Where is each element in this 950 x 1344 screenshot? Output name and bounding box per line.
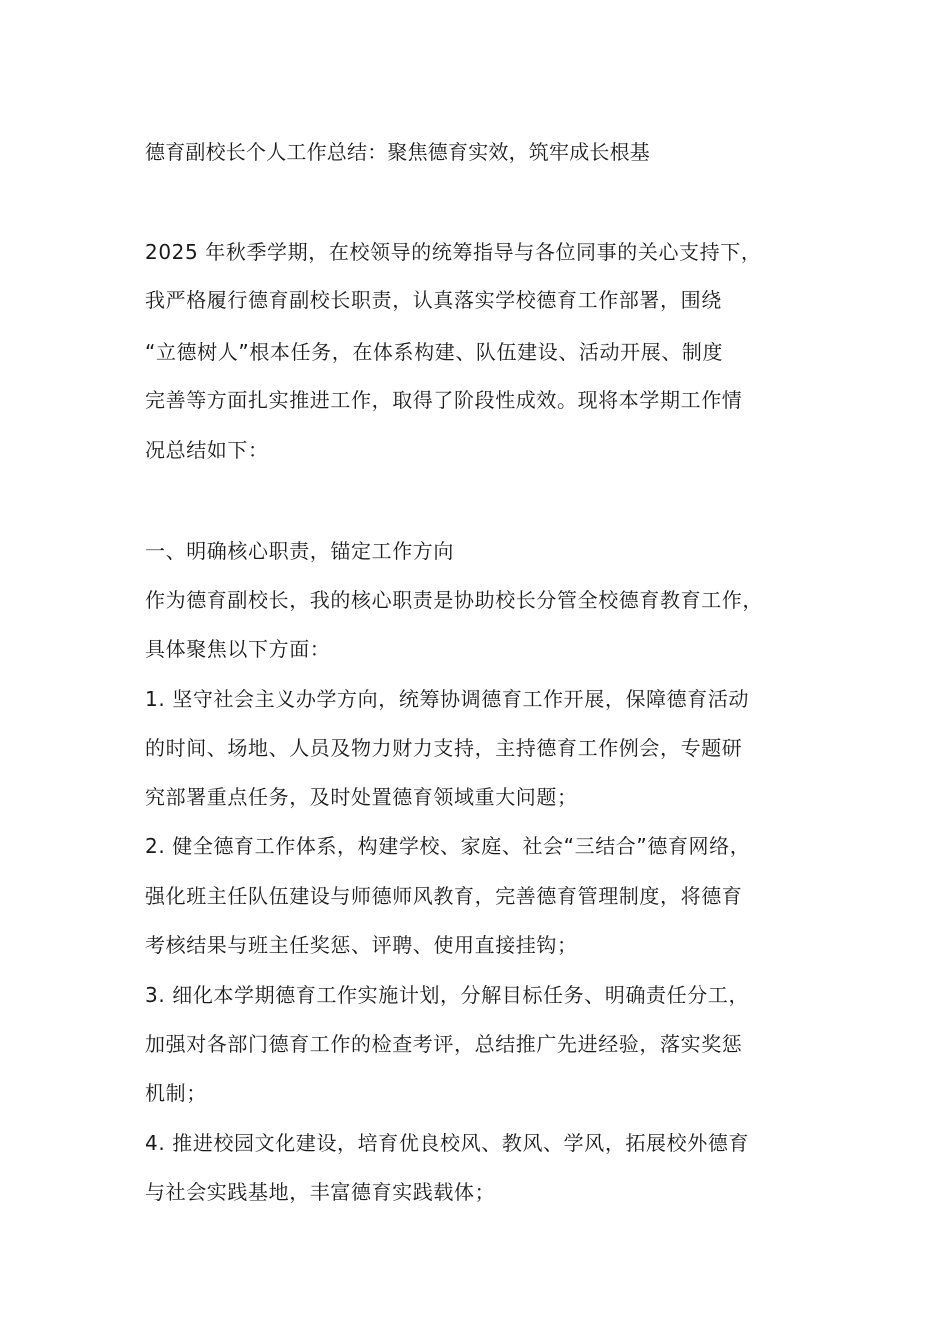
- section-heading: 一、明确核心职责，锚定工作方向: [145, 539, 454, 563]
- item-2-line-2: 强化班主任队伍建设与师德师风教育，完善德育管理制度，将德育: [145, 884, 743, 908]
- section-lead-line-2: 具体聚焦以下方面：: [145, 637, 331, 661]
- item-1-line-1: 1. 坚守社会主义办学方向，统筹协调德育工作开展，保障德育活动: [145, 687, 750, 711]
- item-3-line-3: 机制；: [145, 1081, 207, 1105]
- intro-line-1: 2025 年秋季学期，在校领导的统筹指导与各位同事的关心支持下，: [145, 240, 762, 264]
- intro-line-5: 况总结如下：: [145, 438, 269, 462]
- item-3-line-1: 3. 细化本学期德育工作实施计划，分解目标任务、明确责任分工，: [145, 983, 750, 1007]
- item-4-line-2: 与社会实践基地，丰富德育实践载体；: [145, 1180, 496, 1204]
- intro-line-2: 我严格履行德育副校长职责，认真落实学校德育工作部署，围绕: [145, 288, 722, 312]
- item-3-line-2: 加强对各部门德育工作的检查考评，总结推广先进经验，落实奖惩: [145, 1032, 743, 1056]
- document-title: 德育副校长个人工作总结：聚焦德育实效，筑牢成长根基: [145, 140, 650, 164]
- intro-line-3: “立德树人”根本任务，在体系构建、队伍建设、活动开展、制度: [145, 340, 724, 364]
- item-4-line-1: 4. 推进校园文化建设，培育优良校风、教风、学风，拓展校外德育: [145, 1131, 750, 1155]
- section-lead-line-1: 作为德育副校长，我的核心职责是协助校长分管全校德育教育工作，: [145, 588, 763, 612]
- item-2-line-1: 2. 健全德育工作体系，构建学校、家庭、社会“三结合”德育网络，: [145, 834, 751, 858]
- item-2-line-3: 考核结果与班主任奖惩、评聘、使用直接挂钩；: [145, 933, 578, 957]
- intro-line-4: 完善等方面扎实推进工作，取得了阶段性成效。现将本学期工作情: [145, 388, 743, 412]
- item-1-line-2: 的时间、场地、人员及物力财力支持，主持德育工作例会，专题研: [145, 736, 743, 760]
- item-1-line-3: 究部署重点任务，及时处置德育领域重大问题；: [145, 785, 578, 809]
